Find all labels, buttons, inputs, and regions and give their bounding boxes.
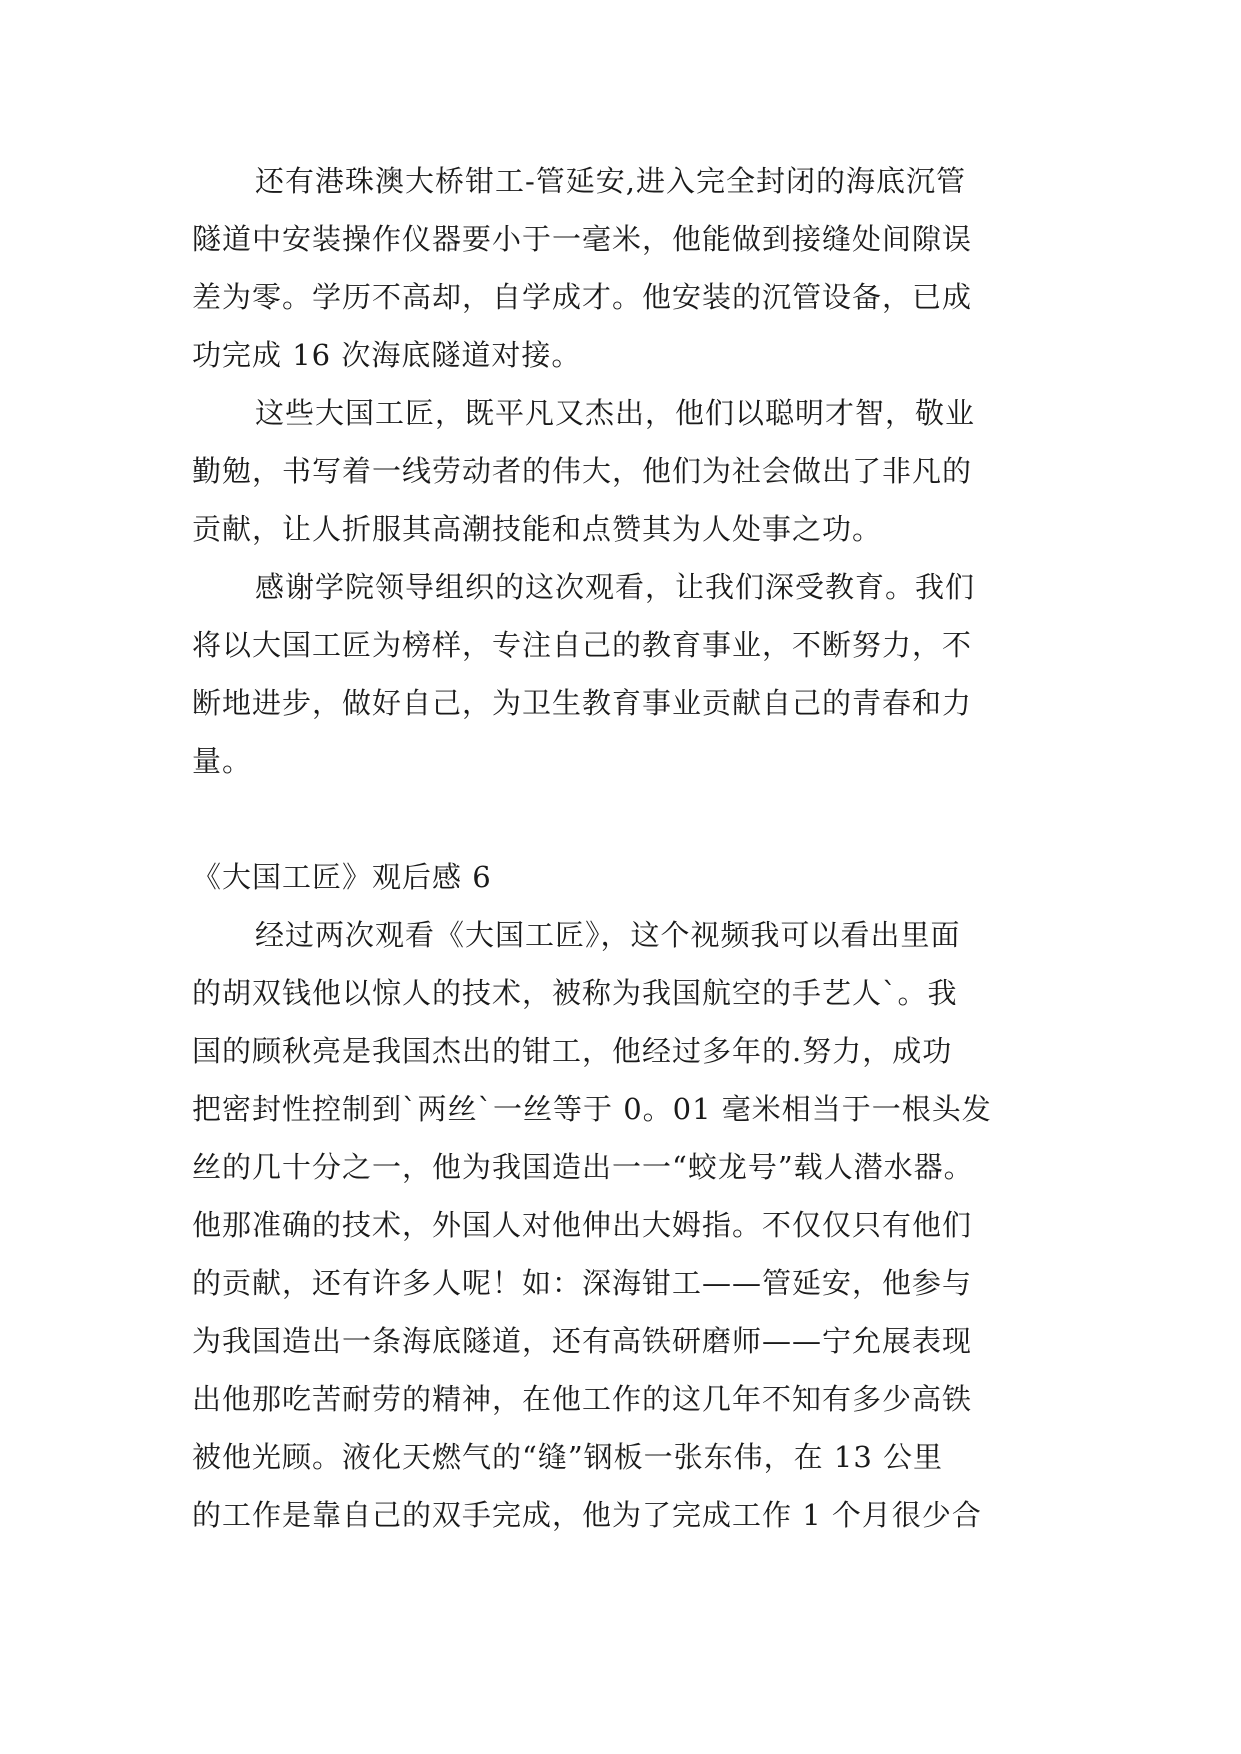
text-line: 差为零。学历不高却，自学成才。他安装的沉管设备，已成: [192, 280, 973, 314]
paragraph: [192, 558, 1050, 790]
text-line: 出他那吃苦耐劳的精神，在他工作的这几年不知有多少高铁: [192, 1382, 973, 1416]
paragraph: [192, 906, 1050, 1544]
text-line: 这些大国工匠，既平凡又杰出，他们以聪明才智，敬业: [255, 396, 976, 430]
text-line: 将以大国工匠为榜样，专注自己的教育事业，不断努力，不: [192, 628, 973, 662]
text-line: 隧道中安装操作仪器要小于一毫米，他能做到接缝处间隙误: [192, 222, 973, 256]
text-line: 被他光顾。液化天燃气的“缝”钢板一张东伟，在 13 公里: [192, 1440, 943, 1474]
text-line: 丝的几十分之一，他为我国造出一一“蛟龙号”载人潜水器。: [192, 1150, 974, 1184]
text-line: 贡献，让人折服其高潮技能和点赞其为人处事之功。: [192, 512, 883, 546]
text-line: 把密封性控制到`两丝`一丝等于 0。01 毫米相当于一根头发: [192, 1092, 992, 1126]
text-line: 勤勉，书写着一线劳动者的伟大，他们为社会做出了非凡的: [192, 454, 973, 488]
text-line: 他那准确的技术，外国人对他伸出大姆指。不仅仅只有他们: [192, 1208, 973, 1242]
document-body: [192, 152, 1050, 1544]
section-heading: 《大国工匠》观后感 6: [192, 860, 492, 894]
text-line: 功完成 16 次海底隧道对接。: [192, 338, 582, 372]
text-line: 的贡献，还有许多人呢！如：深海钳工——管延安，他参与: [192, 1266, 973, 1300]
text-line: 感谢学院领导组织的这次观看，让我们深受教育。我们: [255, 570, 976, 604]
text-line: 为我国造出一条海底隧道，还有高铁研磨师——宁允展表现: [192, 1324, 973, 1358]
text-line: 量。: [192, 744, 253, 778]
text-line: 断地进步，做好自己，为卫生教育事业贡献自己的青春和力: [192, 686, 973, 720]
paragraph: [192, 384, 1050, 558]
paragraph: [192, 152, 1050, 384]
text-line: 国的顾秋亮是我国杰出的钳工，他经过多年的.努力，成功: [192, 1034, 953, 1068]
text-line: 经过两次观看《大国工匠》，这个视频我可以看出里面: [255, 918, 961, 952]
text-line: 还有港珠澳大桥钳工-管延安,进入完全封闭的海底沉管: [255, 164, 967, 198]
text-line: 的工作是靠自己的双手完成，他为了完成工作 1 个月很少合: [192, 1498, 982, 1532]
text-line: 的胡双钱他以惊人的技术，被称为我国航空的手艺人`。我: [192, 976, 958, 1010]
